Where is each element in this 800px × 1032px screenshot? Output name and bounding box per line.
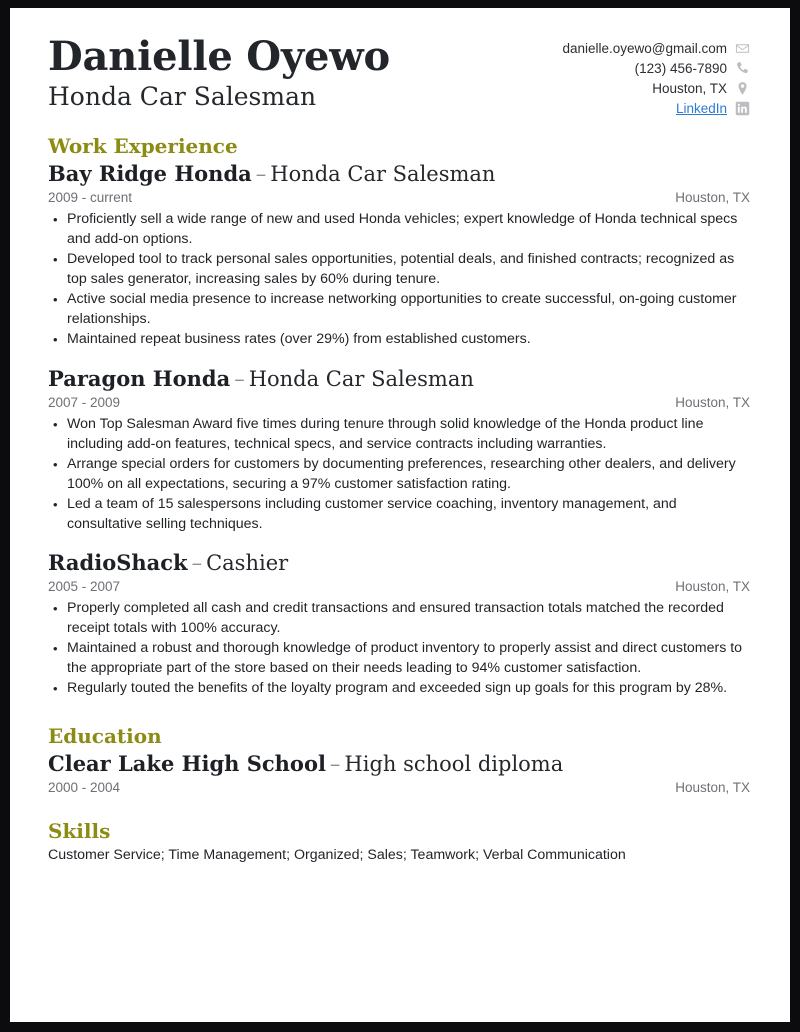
list-item: • Regularly touted the benefits of the loyalty program and exceeded sign up goals for this program by 28%.	[48, 679, 750, 699]
experience-organization: Paragon Honda	[48, 365, 231, 391]
list-item: • Developed tool to track personal sales opportunities, potential deals, and finished contracts; recognized as top sales generator, increasing sales by 60% during tenure.	[48, 250, 750, 289]
identity-block	[48, 34, 390, 111]
list-item: • Active social media presence to increase networking opportunities to create successful, on-going customer relationships.	[48, 290, 750, 329]
experience-bullet-list	[48, 599, 750, 699]
resume-document	[10, 8, 790, 1022]
section-title-work-experience: Work Experience	[48, 134, 238, 158]
section-work-experience	[48, 135, 750, 699]
entry-separator-dash: –	[329, 751, 341, 776]
education-dates: 2000 - 2004	[48, 780, 121, 795]
list-item: • Won Top Salesman Award five times during tenure through solid knowledge of the Honda product line including add-on features, technical specs, and service contracts including warranties.	[48, 415, 750, 454]
linkedin-link[interactable]: LinkedIn	[675, 101, 727, 116]
contact-email-text: danielle.oyewo@gmail.com	[562, 41, 727, 56]
section-education	[48, 725, 750, 798]
contact-linkedin-row[interactable]	[676, 100, 750, 117]
experience-entry	[48, 550, 750, 699]
experience-location: Houston, TX	[675, 579, 750, 595]
phone-icon	[735, 61, 750, 76]
location-pin-icon	[735, 81, 750, 96]
experience-organization: RadioShack	[48, 550, 188, 575]
list-item: • Arrange special orders for customers by documenting preferences, researching other dealers, and delivery 100% on all expectations, securing a 97% customer satisfaction rating.	[48, 455, 750, 494]
contact-location-text: Houston, TX	[652, 81, 727, 96]
list-item: • Properly completed all cash and credit transactions and ensured transaction totals matched the recorded receipt totals with 100% accuracy.	[48, 599, 750, 638]
experience-bullet-list	[48, 415, 750, 534]
envelope-icon	[735, 41, 750, 56]
education-degree: High school diploma	[344, 751, 564, 776]
experience-dates: 2007 - 2009	[48, 395, 121, 410]
experience-meta-row	[48, 188, 750, 208]
experience-location: Houston, TX	[675, 395, 750, 410]
experience-bullet-list	[48, 210, 750, 350]
list-item: • Led a team of 15 salespersons including customer service coaching, inventory management, and consultative selling techniques.	[48, 495, 750, 534]
entry-separator-dash: –	[191, 551, 203, 575]
experience-location: Houston, TX	[675, 190, 750, 206]
resume-header	[48, 34, 750, 117]
entry-separator-dash: –	[255, 162, 267, 186]
linkedin-icon[interactable]	[735, 101, 750, 116]
candidate-job-title: Honda Car Salesman	[48, 81, 317, 111]
education-meta-row	[48, 778, 750, 798]
candidate-name: Danielle Oyewo	[48, 33, 390, 80]
section-title-education: Education	[48, 723, 162, 748]
skills-list: Customer Service; Time Management; Organized; Sales; Teamwork; Verbal Communication	[48, 847, 626, 863]
education-entry-heading	[48, 751, 750, 777]
contact-location-row	[652, 80, 750, 97]
experience-role: Honda Car Salesman	[270, 162, 496, 186]
section-skills	[48, 820, 750, 866]
education-organization: Clear Lake High School	[48, 750, 326, 776]
contact-email-row	[562, 40, 750, 57]
experience-meta-row	[48, 577, 750, 597]
contact-phone-row	[635, 60, 750, 77]
contact-info-block	[562, 34, 750, 117]
list-item: • Maintained repeat business rates (over 29%) from established customers.	[48, 330, 750, 350]
education-location: Houston, TX	[675, 780, 750, 795]
experience-meta-row	[48, 393, 750, 413]
experience-entry	[48, 161, 750, 350]
experience-entry-heading	[48, 550, 750, 576]
experience-entry-heading	[48, 366, 750, 392]
experience-entry-heading	[48, 161, 750, 187]
contact-phone-text: (123) 456-7890	[634, 61, 727, 76]
list-item: • Proficiently sell a wide range of new and used Honda vehicles; expert knowledge of Honda technical specs and add-on options.	[48, 210, 750, 249]
experience-role: Cashier	[206, 551, 289, 575]
experience-role: Honda Car Salesman	[248, 366, 474, 391]
experience-dates: 2005 - 2007	[48, 579, 121, 595]
entry-separator-dash: –	[234, 366, 245, 391]
experience-entry	[48, 366, 750, 534]
education-entry	[48, 751, 750, 798]
section-title-skills: Skills	[48, 819, 111, 843]
list-item: • Maintained a robust and thorough knowledge of product inventory to properly assist and direct customers to the appropriate part of the store based on their needs leading to 94% customer satisfaction.	[48, 639, 750, 678]
experience-organization: Bay Ridge Honda	[48, 161, 252, 186]
experience-dates: 2009 - current	[48, 190, 133, 206]
